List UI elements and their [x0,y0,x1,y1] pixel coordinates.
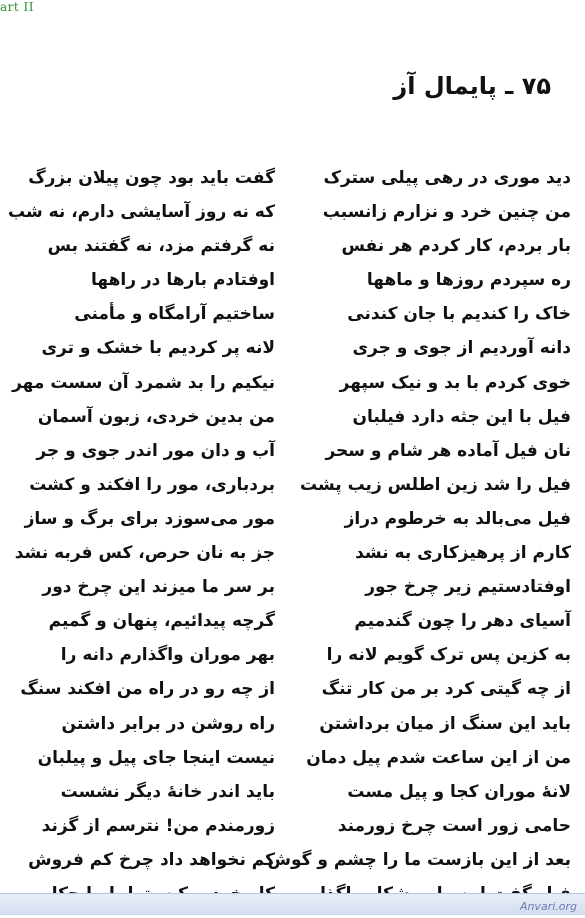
couplet [0,304,585,338]
hemistich-left: مور می‌سوزد برای برگ و ساز [24,508,275,529]
hemistich-right: من از این ساعت شدم پیل دمان [306,747,571,768]
couplet [0,748,585,782]
hemistich-right: لانهٔ موران کجا و پیل مست [347,781,571,802]
hemistich-right: اوفتادستیم زیر چرخ جور [365,577,571,598]
couplet [0,577,585,611]
poem-title: ۷۵ ـ پایمال آز [393,72,551,100]
hemistich-right: ره سپردم روزها و ماهها [366,270,571,291]
hemistich-right: نان فیل آماده هر شام و سحر [325,440,571,461]
couplet [0,509,585,543]
hemistich-left: بهر موران واگذارم دانه را [60,645,275,666]
hemistich-left: جز به نان حرص، کس فربه نشد [14,543,275,564]
couplet [0,338,585,372]
couplet [0,850,585,884]
hemistich-right: بار بردم، کار کردم هر نفس [341,236,571,257]
couplet [0,782,585,816]
hemistich-left: بردباری، مور را افکند و کشت [29,474,275,495]
couplet [0,611,585,645]
hemistich-left: آب و دان مور اندر جوی و جر [36,440,275,461]
hemistich-right: حامی زور است چرخ زورمند [337,815,571,836]
couplet [0,714,585,748]
hemistich-right: فیل با این جثه دارد فیلبان [352,406,571,427]
couplet [0,645,585,679]
hemistich-right: دید موری در رهی پیلی سترک [323,168,571,188]
hemistich-right: من چنین خرد و نزارم زانسبب [322,202,571,223]
hemistich-left: لانه پر کردیم با خشک و تری [41,338,275,359]
hemistich-right: دانه آوردیم از جوی و جری [352,338,571,359]
hemistich-left: گرچه پیدائیم، پنهان و گمیم [48,611,275,632]
footer-bar [0,893,585,915]
hemistich-left: من بدین خردی، زبون آسمان [37,406,275,427]
hemistich-left: گفت باید بود چون پیلان بزرگ [28,168,275,188]
hemistich-left: ساختیم آرامگاه و مأمنی [74,304,275,325]
hemistich-right: به کزین پس ترک گویم لانه را [326,645,571,666]
hemistich-left: اوفتادم بارها در راهها [90,270,275,291]
hemistich-right: خاک را کندیم با جان کندنی [347,304,571,325]
hemistich-left: باید اندر خانهٔ دیگر نشست [60,781,275,802]
couplet [0,202,585,236]
hemistich-left: نیست اینجا جای پیل و پیلبان [37,747,275,768]
hemistich-right: خوی کردم با بد و نیک سپهر [339,372,571,393]
hemistich-left: نیکیم را بد شمرد آن سست مهر [12,372,275,393]
hemistich-left: زورمندم من! نترسم از گزند [41,815,275,836]
couplet [0,441,585,475]
part-label: art II [0,0,35,14]
hemistich-right: آسیای دهر را چون گندمیم [354,611,571,632]
couplet [0,475,585,509]
hemistich-left: نه گرفتم مزد، نه گفتند بس [47,236,275,257]
couplet [0,543,585,577]
couplet [0,816,585,850]
hemistich-left: بر سر ما میزند این چرخ دور [42,577,275,598]
hemistich-left: کم نخواهد داد چرخ کم فروش [28,849,275,870]
hemistich-left: از چه رو در راه من افکند سنگ [20,679,275,700]
hemistich-right: کارم از پرهیزکاری به نشد [355,543,571,564]
hemistich-right: بعد از این بازست ما را چشم و گوش [267,849,571,870]
couplet [0,236,585,270]
hemistich-right: از چه گیتی کرد بر من کار تنگ [321,679,571,700]
hemistich-right: فیل می‌بالد به خرطوم دراز [344,508,571,529]
poem-body [0,168,585,918]
hemistich-left: که نه روز آسایشی دارم، نه شب [7,202,275,223]
hemistich-right: باید این سنگ از میان برداشتن [319,713,571,734]
site-logo[interactable]: Anvari.org [519,900,577,913]
couplet [0,373,585,407]
hemistich-left: راه روشن در برابر داشتن [61,713,275,734]
couplet [0,270,585,304]
couplet [0,679,585,713]
hemistich-right: فیل را شد زین اطلس زیب پشت [299,474,571,495]
couplet [0,168,585,202]
couplet [0,407,585,441]
